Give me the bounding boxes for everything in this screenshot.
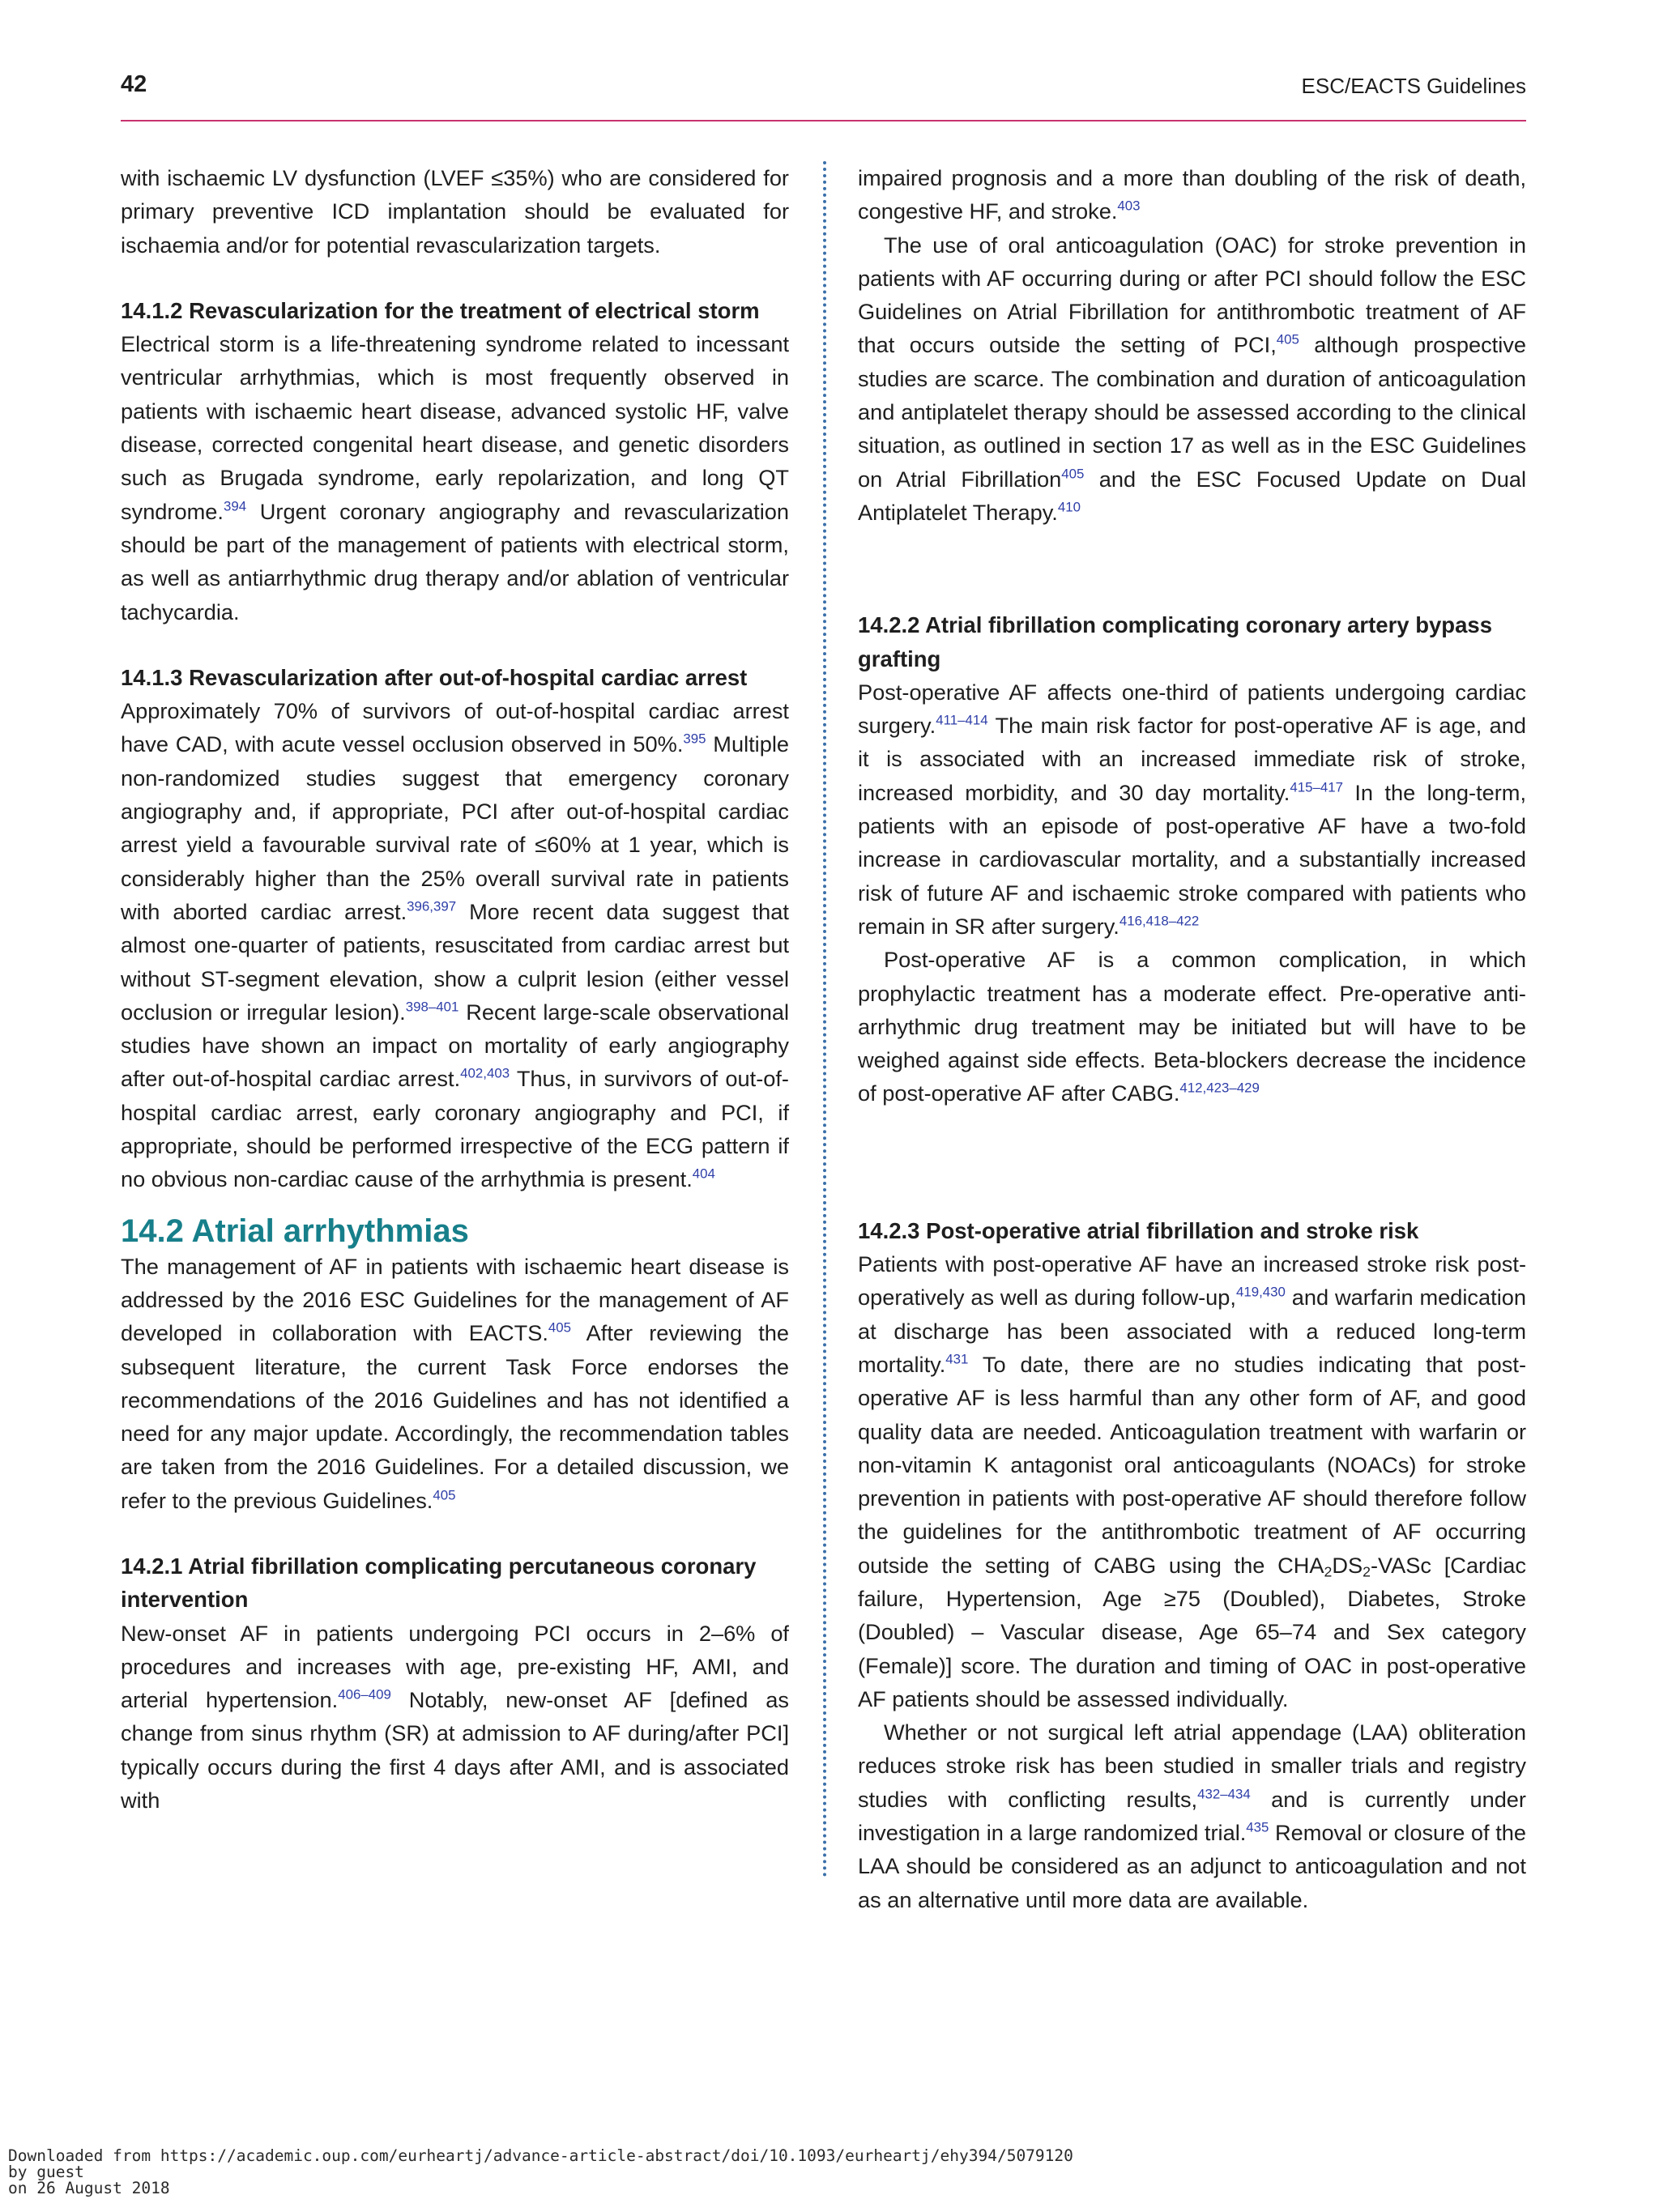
- paragraph-oac: The use of oral anticoagulation (OAC) for stroke prevention in patients with AF occurring during or after PCI should follow the ESC Guidelines on Atrial Fibrillation for antithrombotic treatment of AF that occurs outside the setting of PCI,$^{405}$ although prospective studies are scarce. The combination and duration of anticoagulation and antiplatelet therapy should be assessed according to the clinical situation, as outlined in section 17 as well as in the ESC Guidelines on Atrial Fibrillation$^{405}$ and the ESC Focused Update on Dual Antiplatelet Therapy.$^{410}$: [858, 232, 1526, 525]
- reference-link[interactable]: 404: [692, 1166, 715, 1182]
- reference-link[interactable]: 416,418–422: [1119, 913, 1200, 929]
- heading-14-2: 14.2 Atrial arrhythmias: [121, 1213, 469, 1249]
- heading-14-2-3: 14.2.3 Post-operative atrial fibrillation and stroke risk: [858, 1217, 1419, 1243]
- paragraph-laa: Whether or not surgical left atrial appendage (LAA) obliteration reduces stroke risk has been studied in smaller trials and registry studies with conflicting results,$^{432-434}$ and is currently under investigation in a large randomized trial.$^{435}$ Removal or closure of the LAA should be considered as an adjunct to anticoagulation and not as an alternative until more data are available.: [858, 1720, 1526, 1912]
- reference-link[interactable]: 395: [683, 731, 706, 747]
- reference-link[interactable]: 398–401: [405, 999, 459, 1015]
- reference-link[interactable]: 410: [1057, 499, 1081, 515]
- reference-link[interactable]: 432–434: [1197, 1786, 1251, 1802]
- reference-link[interactable]: 402,403: [460, 1065, 510, 1081]
- paragraph-stroke-risk: Patients with post-operative AF have an increased stroke risk post-operatively as well as during follow-up,$^{419,430}$ and warfarin medication at discharge has been associated with a reduced long-term mortality.$^{431}$ To date, there are no studies indicating that post-operative AF is less harmful than any other form of AF, and good quality data are needed. Anticoagulation treatment with warfarin or non-vitamin K antagonist oral anticoagulants (NOACs) for stroke prevention in patients with post-operative AF should therefore follow the guidelines for the antithrombotic treatment of AF occurring outside the setting of CABG using the $CHA_2DS_2$-VASc [Cardiac failure, Hypertension, Age ≥75 (Doubled), Diabetes, Stroke (Doubled) – Vascular disease, Age 65–74 and Sex category (Female)] score. The duration and timing of OAC in post-operative AF patients should be assessed individually.: [858, 1251, 1526, 1711]
- reference-link[interactable]: 406–409: [338, 1686, 391, 1703]
- paragraph-af-pci: New-onset AF in patients undergoing PCI occurs in 2–6% of procedures and increases with age, pre-existing HF, AMI, and arterial hypertension.$^{406-409}$ Notably, new-onset AF [defined as change from sinus rhythm (SR) at admission to AF during/after PCI] typically occurs during the first 4 days after AMI, and is associated with: [121, 1620, 789, 1813]
- paragraph-atrial-arrhythmias: The management of AF in patients with ischaemic heart disease is addressed by the 2016 ESC Guidelines for the management of AF developed in collaboration with EACTS.$^{405}$ After reviewing the subsequent literature, the current Task Force endorses the recommendations of the 2016 Guidelines and has not identified a need for any major update. Accordingly, the recommendation tables are taken from the 2016 Guidelines. For a detailed discussion, we refer to the previous Guidelines.$^{405}$: [121, 1253, 789, 1513]
- paragraph-continued: impaired prognosis and a more than doubling of the risk of death, congestive HF, and stroke.$^{403}$: [858, 165, 1526, 224]
- reference-link[interactable]: 405: [1276, 332, 1299, 348]
- column-divider: [823, 161, 826, 1878]
- reference-link[interactable]: 405: [548, 1319, 572, 1336]
- reference-link[interactable]: 411–414: [936, 712, 988, 728]
- intro-paragraph: with ischaemic LV dysfunction (LVEF ≤35%) who are considered for primary preventive ICD implantation should be evaluated for ischaemia and/or for potential revascularization targets.: [121, 165, 789, 258]
- reference-link[interactable]: 405: [1061, 466, 1085, 482]
- header-rule: [121, 120, 1526, 121]
- heading-14-1-2: 14.1.2 Revascularization for the treatment of electrical storm: [121, 297, 760, 323]
- paragraph-electrical-storm: Electrical storm is a life-threatening syndrome related to incessant ventricular arrhythmias, which is most frequently observed in patients with ischaemic heart disease, advanced systolic HF, valve disease, corrected congenital heart disease, and genetic disorders such as Brugada syndrome, early repolarization, and long QT syndrome.$^{394}$ Urgent coronary angiography and revascularization should be part of the management of patients with electrical storm, as well as antiarrhythmic drug therapy and/or ablation of ventricular tachycardia.: [121, 331, 789, 624]
- reference-link[interactable]: 419,430: [1235, 1284, 1286, 1300]
- reference-link[interactable]: 394: [223, 498, 247, 514]
- running-head: ESC/EACTS Guidelines: [1301, 74, 1526, 98]
- paragraph-cardiac-arrest: Approximately 70% of survivors of out-of-hospital cardiac arrest have CAD, with acute vessel occlusion observed in 50%.$^{395}$ Multiple non-randomized studies suggest that emergency coronary angiography and, if appropriate, PCI after out-of-hospital cardiac arrest yield a favourable survival rate of ≤60% at 1 year, which is considerably higher than the 25% overall survival rate in patients with aborted cardiac arrest.$^{396,397}$ More recent data suggest that almost one-quarter of patients, resuscitated from cardiac arrest but without ST-segment elevation, show a culprit lesion (either vessel occlusion or irregular lesion).$^{398-401}$ Recent large-scale observational studies have shown an impact on mortality of early angiography after out-of-hospital cardiac arrest.$^{402,403}$ Thus, in survivors of out-of-hospital cardiac arrest, early coronary angiography and PCI, if appropriate, should be performed irrespective of the ECG pattern if no obvious non-cardiac cause of the arrhythmia is present.$^{404}$: [121, 698, 789, 1192]
- reference-link[interactable]: 435: [1246, 1819, 1269, 1835]
- reference-link[interactable]: 415–417: [1290, 779, 1343, 795]
- download-watermark: Downloaded from https://academic.oup.com/eurheartj/advance-article-abstract/doi/10.1093/eurheartj/ehy394/5079120 by guest on 26 August 2018: [8, 2146, 1073, 2197]
- heading-14-1-3: 14.1.3 Revascularization after out-of-hospital cardiac arrest: [121, 664, 748, 690]
- reference-link[interactable]: 403: [1117, 198, 1141, 214]
- reference-link[interactable]: 412,423–429: [1179, 1080, 1260, 1096]
- page-number: 42: [121, 71, 147, 97]
- heading-14-2-2: 14.2.2 Atrial fibrillation complicating coronary artery bypass grafting: [858, 612, 1492, 671]
- paragraph-af-cabg: Post-operative AF affects one-third of patients undergoing cardiac surgery.$^{411-414}$ The main risk factor for post-operative AF is age, and it is associated with an increased immediate risk of stroke, increased morbidity, and 30 day mortality.$^{415-417}$ In the long-term, patients with an episode of post-operative AF have a two-fold increase in cardiovascular mortality, and a substantially increased risk of future AF and ischaemic stroke compared with patients who remain in SR after surgery.$^{416,418-422}$: [858, 679, 1526, 939]
- reference-link[interactable]: 405: [433, 1487, 456, 1503]
- paragraph-prophylaxis: Post-operative AF is a common complication, in which prophylactic treatment has a moderate effect. Pre-operative anti-arrhythmic drug treatment may be initiated but will have to be weighed against side effects. Beta-blockers decrease the incidence of post-operative AF after CABG.$^{412,423-429}$: [858, 947, 1526, 1106]
- reference-link[interactable]: 396,397: [407, 898, 457, 914]
- reference-link[interactable]: 431: [945, 1351, 969, 1367]
- left-column: [121, 161, 789, 1817]
- heading-14-2-1: 14.2.1 Atrial fibrillation complicating percutaneous coronary intervention: [121, 1553, 757, 1613]
- right-column: [858, 161, 1526, 1916]
